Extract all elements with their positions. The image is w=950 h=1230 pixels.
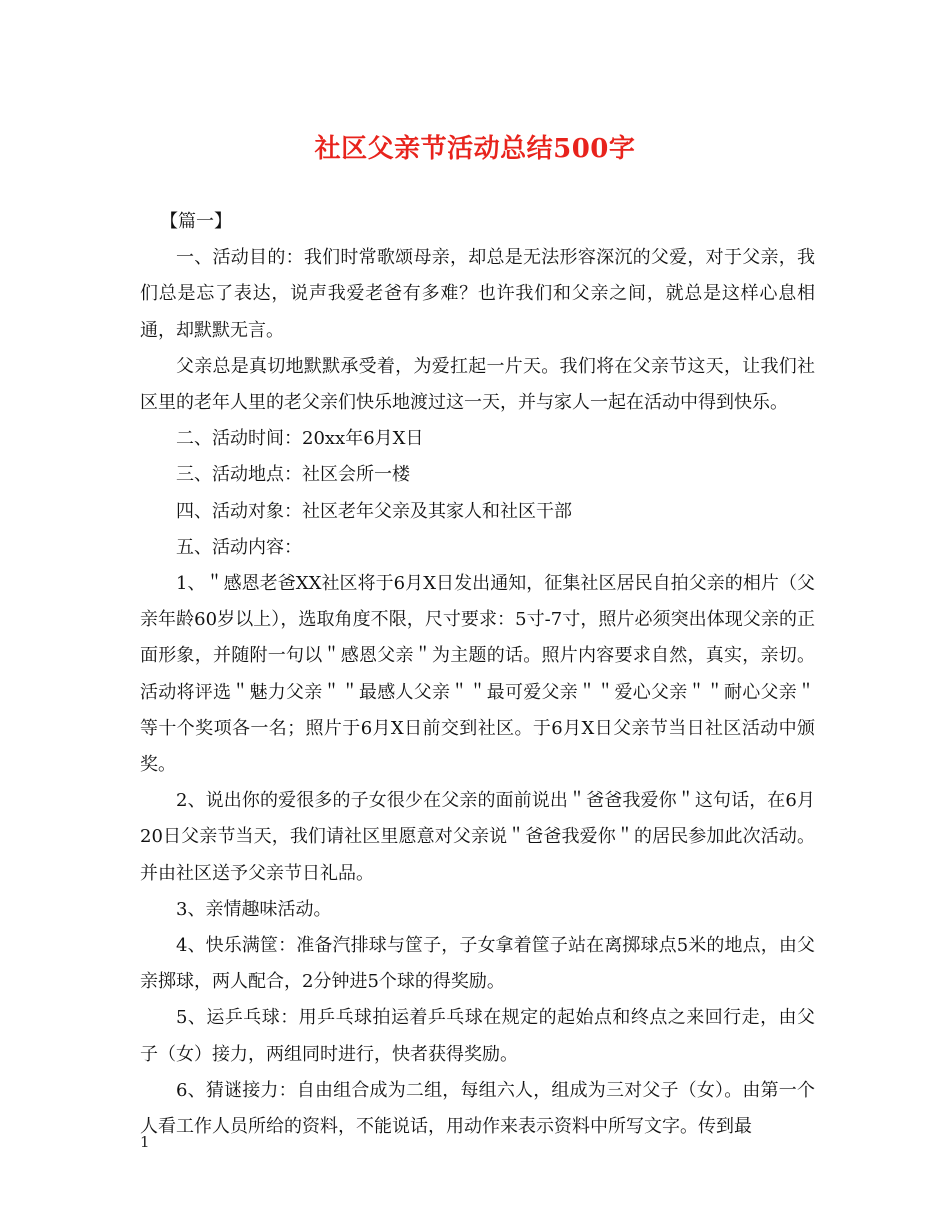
page-number: 1 (140, 1133, 150, 1151)
paragraph-item-1: 1、＂感恩老爸XX社区将于6月X日发出通知，征集社区居民自拍父亲的相片（父亲年龄60岁以上），选取角度不限，尺寸要求：5寸-7寸，照片必须突出体现父亲的正面形象，并随附一句以＂感恩父亲＂为主题的话。照片内容要求自然，真实，亲切。活动将评选＂魅力父亲＂＂最感人父亲＂＂最可爱父亲＂＂爱心父亲＂＂耐心父亲＂等十个奖项各一名；照片于6月X日前交到社区。于6月X日父亲节当日社区活动中颁奖。 (140, 573, 815, 776)
paragraph-activity-location: 三、活动地点：社区会所一楼 (176, 464, 410, 486)
paragraph-item-6: 6、猜谜接力：自由组合成为二组，每组六人，组成为三对父子（女）。由第一个人看工作人员所给的资料，不能说话，用动作来表示资料中所写文字。传到最 (140, 1079, 815, 1138)
paragraph-activity-participants: 四、活动对象：社区老年父亲及其家人和社区干部 (176, 500, 572, 522)
paragraph-item-2: 2、说出你的爱很多的子女很少在父亲的面前说出＂爸爸我爱你＂这句话，在6月20日父亲节当天，我们请社区里愿意对父亲说＂爸爸我爱你＂的居民参加此次活动。并由社区送予父亲节日礼品。 (140, 790, 815, 884)
paragraph-item-5: 5、运乒乓球：用乒乓球拍运着乒乓球在规定的起始点和终点之来回行走，由父子（女）接力，两组同时进行，快者获得奖励。 (140, 1007, 815, 1065)
document-title: 社区父亲节活动总结500字 (314, 134, 636, 164)
paragraph-item-3: 3、亲情趣味活动。 (176, 898, 332, 920)
paragraph-activity-time: 二、活动时间：20xx年6月X日 (176, 428, 424, 450)
section-mark: 【篇一】 (160, 211, 232, 232)
paragraph-activity-purpose: 一、活动目的：我们时常歌颂母亲，却总是无法形容深沉的父爱，对于父亲，我们总是忘了表达，说声我爱老爸有多难？也许我们和父亲之间，就总是这样心息相通，却默默无言。 (140, 247, 815, 341)
document-body (140, 204, 815, 1145)
paragraph-father-description: 父亲总是真切地默默承受着，为爱扛起一片天。我们将在父亲节这天，让我们社区里的老年人里的老父亲们快乐地渡过这一天，并与家人一起在活动中得到快乐。 (140, 355, 815, 414)
paragraph-activity-content-heading: 五、活动内容： (176, 536, 302, 558)
paragraph-item-4: 4、快乐满筐：准备汽排球与筐子，子女拿着筐子站在离掷球点5米的地点，由父亲掷球，两人配合，2分钟进5个球的得奖励。 (140, 935, 815, 993)
